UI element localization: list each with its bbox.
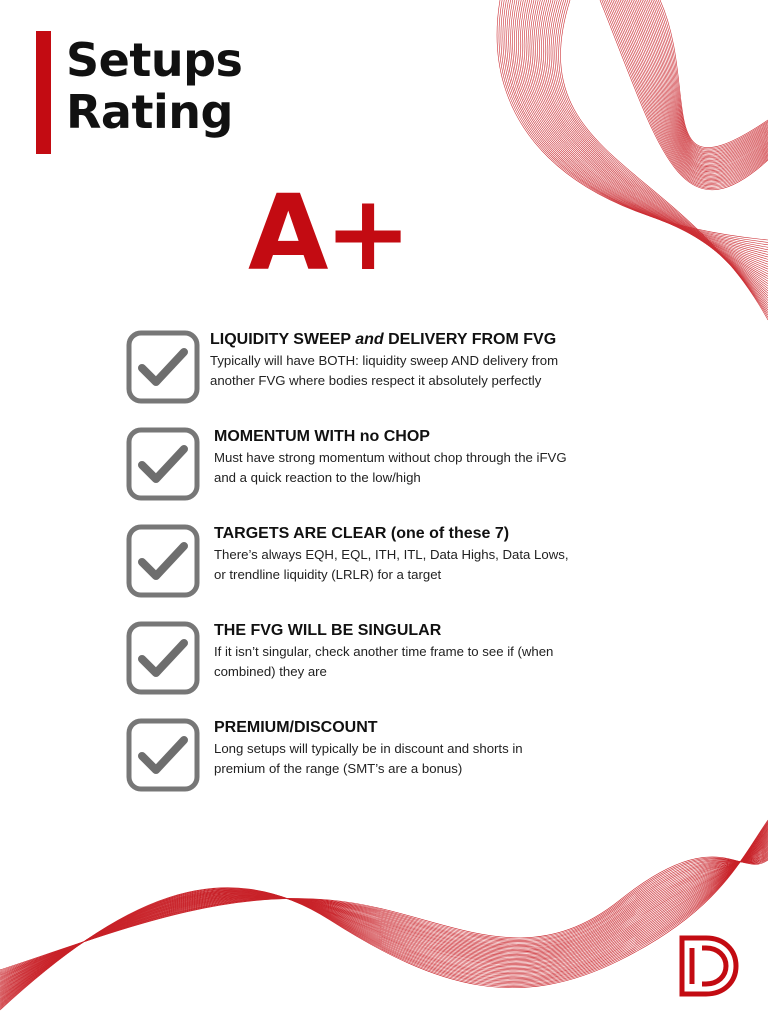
checklist-item-title: MOMENTUM WITH no CHOP	[214, 428, 430, 445]
checkbox-checked-icon	[126, 718, 200, 792]
checklist-item-description: Long setups will typically be in discount and shorts in premium of the range (SMT’s are a bonus)	[214, 741, 523, 776]
brand-logo-icon	[676, 932, 742, 1000]
checklist-item-title: LIQUIDITY SWEEP and DELIVERY FROM FVG	[210, 331, 557, 348]
title-accent-bar	[36, 31, 51, 154]
checklist-item-description: Typically will have BOTH: liquidity sweep AND delivery from another FVG where bodies respect it absolutely perfectly	[210, 353, 559, 388]
checklist-item-title: THE FVG WILL BE SINGULAR	[214, 622, 442, 639]
title-line-1: Setups	[66, 33, 243, 87]
checklist-item	[126, 524, 726, 604]
checklist-item-text	[214, 427, 574, 487]
checklist-item-text	[210, 330, 570, 390]
checklist-item-title: TARGETS ARE CLEAR (one of these 7)	[214, 525, 510, 542]
checkbox-checked-icon	[126, 330, 200, 404]
checklist-item-description: There’s always EQH, EQL, ITH, ITL, Data Highs, Data Lows, or trendline liquidity (LRLR) for a target	[214, 547, 569, 582]
title-line-2: Rating	[66, 85, 233, 139]
checklist-item-text	[214, 524, 574, 584]
checklist-item-title: PREMIUM/DISCOUNT	[214, 719, 378, 736]
checklist-item-text	[214, 718, 574, 778]
checkbox-checked-icon	[126, 427, 200, 501]
checkbox-checked-icon	[126, 621, 200, 695]
bottom-wave	[0, 820, 768, 1010]
checkbox-checked-icon	[126, 524, 200, 598]
grade-label: A+	[248, 172, 408, 294]
checklist-item-description: If it isn’t singular, check another time frame to see if (when combined) they are	[214, 644, 554, 679]
top-right-wave	[497, 0, 768, 320]
checklist-item-description: Must have strong momentum without chop through the iFVG and a quick reaction to the low/high	[214, 450, 567, 485]
checklist-item-text	[214, 621, 574, 681]
checklist-item	[126, 427, 726, 507]
page-title	[66, 34, 242, 138]
checklist-item	[126, 330, 726, 410]
checklist-item	[126, 621, 726, 701]
checklist-item	[126, 718, 726, 798]
